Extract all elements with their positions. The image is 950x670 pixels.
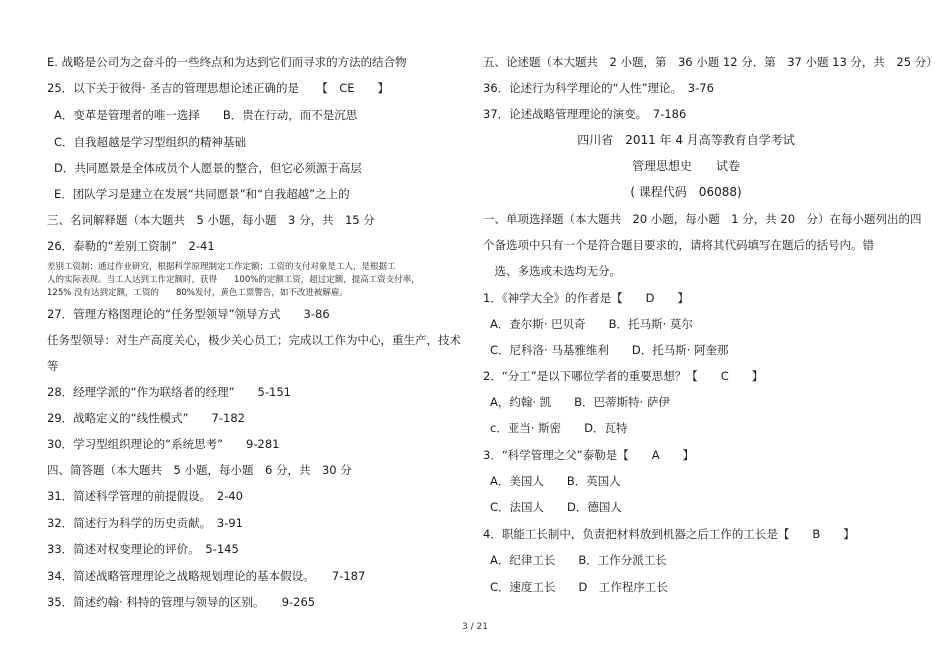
answer-line: 等 [47, 359, 59, 373]
question-29: 29．战略定义的“线性模式” 7-182 [47, 411, 245, 425]
exam-title: 四川省 2011 年 4 月高等教育自学考试 [577, 133, 795, 147]
option-line: A．查尔斯· 巴贝奇 B．托马斯· 莫尔 [490, 317, 693, 331]
option-line: D．共同愿景是全体成员个人愿景的整合，但它必须源于高层 [54, 161, 362, 175]
text-line: E. 战略是公司为之奋斗的一些终点和为达到它们而寻求的方法的结合物 [47, 55, 407, 69]
course-title: 管理思想史 试卷 [631, 159, 740, 173]
answer-line: 任务型领导：对生产高度关心，极少关心员工；完成以工作为中心，重生产，技术 [47, 333, 461, 347]
section-instructions: 选、多选或未选均无分。 [483, 264, 621, 278]
option-line: C．尼科洛· 马基雅维利 D．托马斯· 阿奎那 [490, 343, 729, 357]
option-line: A．美国人 B．英国人 [490, 474, 621, 488]
question-26: 26．泰勒的“差别工资制” 2-41 [47, 239, 215, 253]
question-28: 28．经理学派的“作为联络者的经理” 5-151 [47, 385, 291, 399]
question-35: 35．简述约翰· 科特的管理与领导的区别。 9-265 [47, 595, 316, 609]
option-line: C．法国人 D．德国人 [490, 500, 622, 514]
section-instructions: 一、单项选择题（本大题共 20 小题，每小题 1 分，共 20 分）在每小题列出的四 [483, 212, 922, 226]
option-line: E．团队学习是建立在发展“共同愿景”和“自我超越”之上的 [54, 187, 350, 201]
page-number: 3 / 21 [462, 622, 488, 632]
question-34: 34．简述战略管理理论之战略规划理论的基本假设。 7-187 [47, 569, 366, 583]
question-33: 33．简述对权变理论的评价。 5-145 [47, 542, 239, 556]
question-31: 31．简述科学管理的前提假设。 2-40 [47, 489, 243, 503]
answer-note: 差别工资制：通过作业研究，根据科学原理制定工作定额；工资的支付对象是工人，是根据工 [47, 262, 396, 272]
question-27: 27．管理方格图理论的“任务型领导”领导方式 3-86 [47, 307, 330, 321]
answer-note: 125% 没有达到定额，工资的 80%发付，黄色工票警告，如不改进被解雇。 [47, 288, 348, 298]
option-line: A．纪律工长 B．工作分派工长 [490, 553, 667, 567]
option-line: C．自我超越是学习型组织的精神基础 [54, 135, 247, 149]
course-code: ( 课程代码 06088) [630, 185, 742, 199]
question-25: 25．以下关于彼得· 圣吉的管理思想论述正确的是 【 CE 】 [47, 81, 389, 95]
section-heading: 五、论述题（本大题共 2 小题，第 36 小题 12 分．第 37 小题 13 分，共 25 分） [483, 55, 938, 69]
question-2: 2．“分工”是以下哪位学者的重要思想？【 C 】 [483, 369, 764, 383]
question-30: 30．学习型组织理论的“系统思考” 9-281 [47, 437, 280, 451]
option-line: A，约翰· 凯 B．巴蒂斯特· 萨伊 [490, 395, 670, 409]
answer-note: 人的实际表现。当工人达到工作定额时，获得 100%的定额工资，超过定额，提高工资支付率， [47, 275, 420, 285]
section-heading: 三、名词解释题（本大题共 5 小题，每小题 3 分，共 15 分 [47, 213, 375, 227]
question-3: 3．“科学管理之父”泰勒是【 A 】 [483, 448, 695, 462]
option-line: c．亚当· 斯密 D．瓦特 [490, 421, 628, 435]
question-36: 36．论述行为科学理论的“人性”理论。 3-76 [483, 81, 714, 95]
option-line: A．变革是管理者的唯一选择 B．贵在行动，而不是沉思 [54, 108, 358, 122]
section-instructions: 个备选项中只有一个是符合题目要求的，请将其代码填写在题后的括号内。错 [483, 238, 874, 252]
question-4: 4．职能工长制中，负责把材料放到机器之后工作的工长是【 B 】 [483, 527, 855, 541]
option-line: C．速度工长 D 工作程序工长 [490, 580, 668, 594]
question-37: 37．论述战略管理理论的演变。 7-186 [483, 107, 687, 121]
section-heading: 四、简答题（本大题共 5 小题，每小题 6 分，共 30 分 [47, 463, 352, 477]
question-32: 32．简述行为科学的历史贡献。 3-91 [47, 516, 243, 530]
question-1: 1．《神学大全》的作者是【 D 】 [483, 291, 689, 305]
